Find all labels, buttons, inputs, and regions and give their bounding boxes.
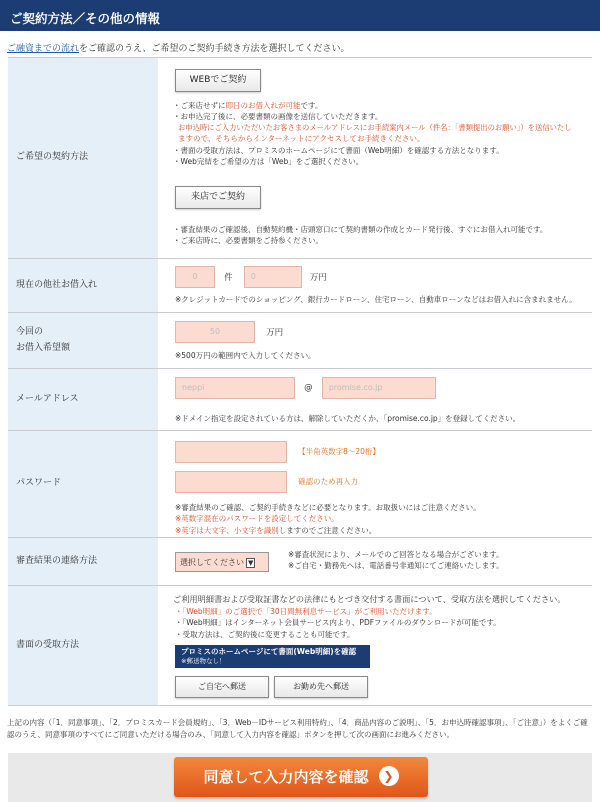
contact-method-select[interactable]: 選択してください ▼ xyxy=(175,552,269,572)
web-statement-option[interactable]: プロミスのホームページにて書面(Web明細)を確認 ※郵送物なし！ xyxy=(175,645,370,668)
row-contact-method xyxy=(8,538,592,586)
current-loans-label: 現在の他社お借入れ xyxy=(8,259,158,313)
desired-amount-unit: 万円 xyxy=(266,328,284,338)
desired-amount-input[interactable]: 50 xyxy=(175,321,255,343)
work-mail-button[interactable]: お勤め先へ郵送 xyxy=(274,676,368,698)
loan-amount-unit: 万円 xyxy=(309,273,327,283)
web-contract-notes: ・ご来店せずに即日のお借入れが可能です。 ・お申込完了後に、必要書類の画像を送信していただきます。 お申込時にご入力いただいたお客さまのメールアドレスにお手続案内メール（件名：「書類提出のお願い」）を送信いたし ますので、そちらからインターネットにアクセスしてお手続きください。 ・書面の受取方法は、プロミスのホームページにて書面（Web明細）を確認する方法となります。 ・Web完結をご希望の方は「Web」をご選択ください。 xyxy=(173,101,572,166)
agreement-note: 上記の内容（「1．同意事項」、「2．プロミスカード会員規約」、「3．Web－IDサービス利用特約」、「4．商品内容のご説明」、「5．お申込時確認事項」、「ご注意」）をよくご確認のうえ、同意事項のすべてにご同意いただける場合のみ、「同意して入力内容を確認」ボタンを押して次の画面にお進みください。 xyxy=(7,718,588,739)
password-label: パスワード xyxy=(8,431,158,538)
row-email xyxy=(8,369,592,431)
contact-method-notes: ※審査状況により、メールでのご回答となる場合がございます。 ※ご自宅・勤務先へは、電話番号非通知にてご連絡いたします。 xyxy=(288,550,504,571)
row-password xyxy=(8,431,592,538)
row-document-delivery xyxy=(8,586,592,706)
chevron-down-icon: ▼ xyxy=(248,558,254,567)
loan-count-unit: 件 xyxy=(224,273,233,283)
application-form xyxy=(8,57,592,706)
agree-and-confirm-button[interactable]: 同意して入力内容を確認 ❯ xyxy=(174,757,428,797)
current-loans-note: ※クレジットカードでのショッピング、銀行カードローン、住宅ローン、自動車ローンなどはお借入れに含まれません。 xyxy=(175,295,577,304)
password-input[interactable] xyxy=(175,441,287,463)
store-contract-button[interactable]: 来店でご契約 xyxy=(175,186,261,209)
document-delivery-label: 書面の受取方法 xyxy=(8,586,158,706)
web-contract-button[interactable]: WEBでご契約 xyxy=(175,69,261,92)
contract-method-content xyxy=(158,58,592,259)
delivery-notes: ・「Web明細」のご選択で「30日間無利息サービス」がご利用いただけます。 ・「Web明細」はインターネット会員サービス内より、PDFファイルのダウンロードが可能です。 ・受取方法は、ご契約後に変更することも可能です。 xyxy=(175,607,501,639)
arrow-right-icon: ❯ xyxy=(379,766,399,786)
home-mail-button[interactable]: ご自宅へ郵送 xyxy=(175,676,269,698)
section-title: ご契約方法／その他の情報 xyxy=(10,11,161,26)
section-header xyxy=(0,0,600,31)
loan-flow-link[interactable]: ご融資までの流れ xyxy=(7,44,80,54)
email-domain-input[interactable]: promise.co.jp xyxy=(322,377,436,399)
intro-text xyxy=(7,41,350,54)
password-confirm-input[interactable] xyxy=(175,471,287,493)
desired-amount-note: ※500万円の範囲内で入力してください。 xyxy=(175,351,316,360)
store-contract-notes: ・審査結果のご確認後、自動契約機・店頭窓口にて契約書類の作成とカード発行後、すぐにお借入れ可能です。 ・ご来店時に、必要書類をご持参ください。 xyxy=(173,225,548,246)
row-contract-method xyxy=(8,58,592,259)
email-label: メールアドレス xyxy=(8,369,158,431)
loan-amount-input[interactable]: 0 xyxy=(244,266,302,288)
contract-method-label: ご希望の契約方法 xyxy=(8,58,158,259)
row-current-loans xyxy=(8,259,592,313)
password-hint: 【半角英数字8～20桁】 xyxy=(298,447,380,457)
contact-method-label: 審査結果の連絡方法 xyxy=(8,538,158,586)
email-note: ※ドメイン指定を設定されている方は、解除していただくか、「promise.co.jp」を登録してください。 xyxy=(175,414,521,423)
email-at-sign: @ xyxy=(304,383,313,393)
row-desired-amount xyxy=(8,313,592,369)
intro-message: をご確認のうえ、ご希望のご契約手続き方法を選択してください。 xyxy=(79,44,350,54)
delivery-intro: ご利用明細書および受取証書などの法律にもとづき交付する書面について、受取方法を選択してください。 xyxy=(173,594,566,604)
password-notes: ※審査結果のご確認、ご契約手続きなどに必要となります。お取扱いにはご注意ください。 ※英数字混在のパスワードを設定してください。 ※英字は大文字、小文字を識別しますのでご注意ください。 xyxy=(175,503,481,535)
email-local-input[interactable]: neppi xyxy=(175,377,295,399)
desired-amount-label: 今回の お借入希望額 xyxy=(8,313,158,369)
cta-area xyxy=(8,753,592,802)
password-confirm-hint: 確認のため再入力 xyxy=(298,477,359,487)
loan-count-input[interactable]: 0 xyxy=(175,266,215,288)
